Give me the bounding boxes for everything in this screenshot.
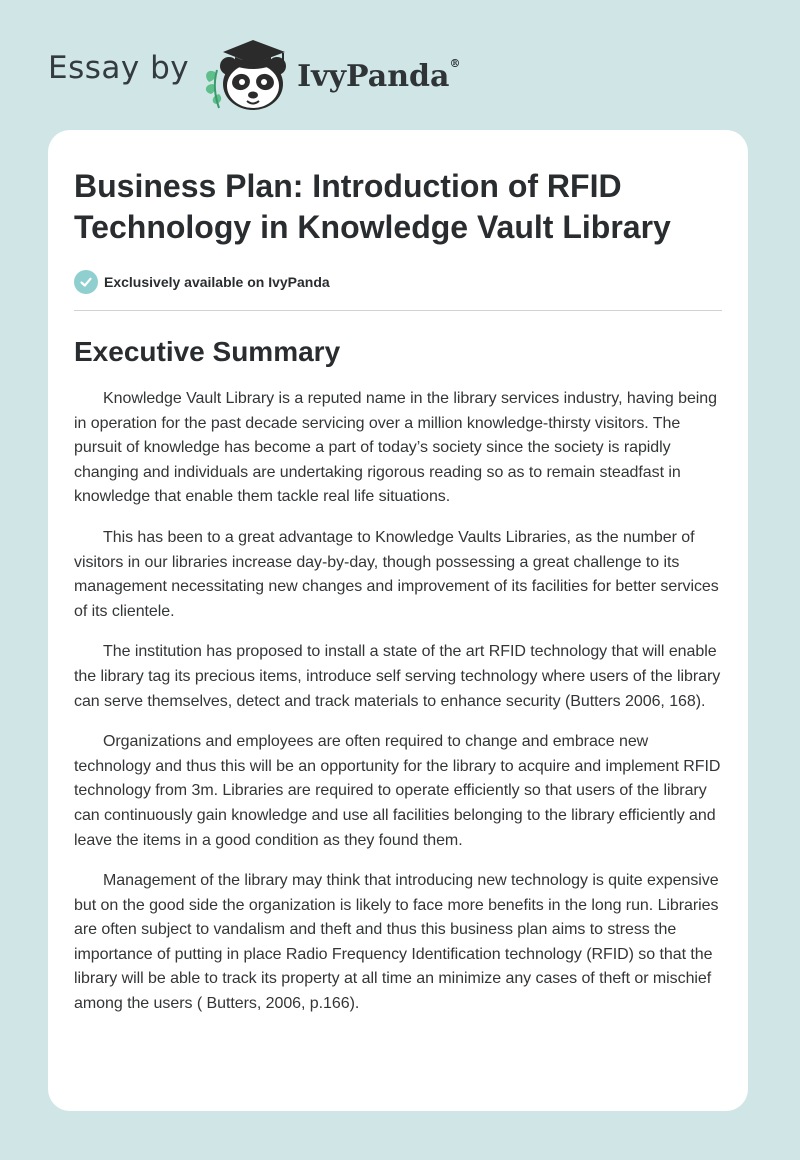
check-icon [74,270,98,294]
exclusive-badge [74,268,722,296]
paragraph: This has been to a great advantage to Knowledge Vaults Libraries, as the number of visitors in our libraries increase day-by-day, though possessing a great challenge to its management necessitating new changes and improvement of its facilities for better services of its clientele. [74,528,719,620]
paragraph: Knowledge Vault Library is a reputed name in the library services industry, having being in operation for the past decade servicing over a million knowledge-thirsty visitors. The pursuit of knowledge has become a part of today’s society since the society is rapidly changing and individuals are undertaking rigorous reading so as to remain steadfast in knowledge that enable them tackle real life situations. [74,390,718,506]
brand-name[interactable] [297,56,461,94]
paragraph: Organizations and employees are often required to change and embrace new technology and thus this will be an opportunity for the library to acquire and implement RFID technology from 3m. Libraries are required to operate efficiently so that users of the library can continuously gain knowledge and use all facilities belonging to the library efficiently and leave the items in a good condition as they found them. [74,733,721,849]
essay-by-label: Essay by [48,49,190,86]
paragraph: Management of the library may think that introducing new technology is quite expensive but on the good side the organization is likely to face more benefits in the long run. Libraries are often subject to vandalism and theft and thus this business plan aims to stress the importance of putting in place Radio Frequency Identification technology (RFID) so that the library will be able to track its property at all time an minimize any cases of theft or mischief among the users ( Butters, 2006, p.166). [74,872,719,1013]
registered-mark: ® [449,56,461,70]
essay-card [48,130,748,1111]
section-heading: Executive Summary [74,336,341,367]
divider [74,310,722,311]
paragraph: The institution has proposed to install a state of the art RFID technology that will enable the library tag its precious items, introduce self serving technology where users of the library can serve themselves, detect and track materials to enhance security (Butters 2006, 168). [74,643,721,710]
page-title: Business Plan: Introduction of RFID Technology in Knowledge Vault Library [74,168,671,245]
brand-text: IvyPanda [297,58,450,94]
exclusive-label: Exclusively available on IvyPanda [104,274,330,290]
site-header [48,32,460,112]
panda-logo-icon[interactable] [203,32,295,112]
